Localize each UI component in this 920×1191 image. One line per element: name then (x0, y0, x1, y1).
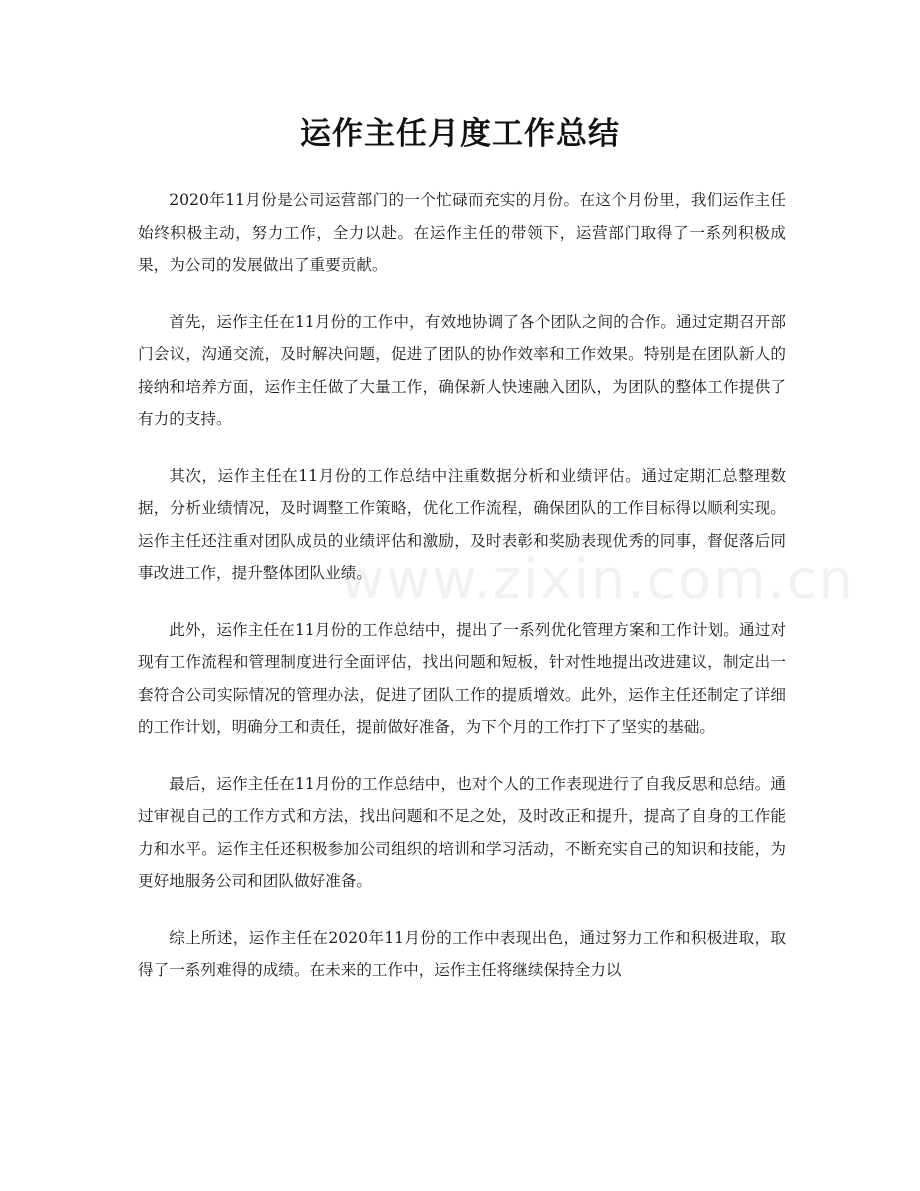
paragraph-intro: 2020年11月份是公司运营部门的一个忙碌而充实的月份。在这个月份里，我们运作主任始终积极主动，努力工作，全力以赴。在运作主任的带领下，运营部门取得了一系列积极成果，为公司的发展做出了重要贡献。 (138, 191, 786, 274)
document-body (138, 184, 786, 1011)
document-title: 运作主任月度工作总结 (300, 116, 620, 152)
paragraph-second: 其次，运作主任在11月份的工作总结中注重数据分析和业绩评估。通过定期汇总整理数据，分析业绩情况，及时调整工作策略，优化工作流程，确保团队的工作目标得以顺利实现。运作主任还注重对团队成员的业绩评估和激励，及时表彰和奖励表现优秀的同事，督促落后同事改进工作，提升整体团队业绩。 (138, 466, 786, 582)
paragraph-first: 首先，运作主任在11月份的工作中，有效地协调了各个团队之间的合作。通过定期召开部门会议，沟通交流，及时解决问题，促进了团队的协作效率和工作效果。特别是在团队新人的接纳和培养方面，运作主任做了大量工作，确保新人快速融入团队，为团队的整体工作提供了有力的支持。 (138, 312, 786, 428)
watermark: www.zixin.com.cn (340, 548, 855, 611)
paragraph-fourth: 最后，运作主任在11月份的工作总结中，也对个人的工作表现进行了自我反思和总结。通过审视自己的工作方式和方法，找出问题和不足之处，及时改正和提升，提高了自身的工作能力和水平。运作主任还积极参加公司组织的培训和学习活动，不断充实自己的知识和技能，为更好地服务公司和团队做好准备。 (138, 774, 786, 890)
paragraph-third: 此外，运作主任在11月份的工作总结中，提出了一系列优化管理方案和工作计划。通过对现有工作流程和管理制度进行全面评估，找出问题和短板，针对性地提出改进建议，制定出一套符合公司实际情况的管理办法，促进了团队工作的提质增效。此外，运作主任还制定了详细的工作计划，明确分工和责任，提前做好准备，为下个月的工作打下了坚实的基础。 (138, 620, 786, 736)
paragraph-summary: 综上所述，运作主任在2020年11月份的工作中表现出色，通过努力工作和积极进取，取得了一系列难得的成绩。在未来的工作中，运作主任将继续保持全力以 (138, 928, 786, 979)
